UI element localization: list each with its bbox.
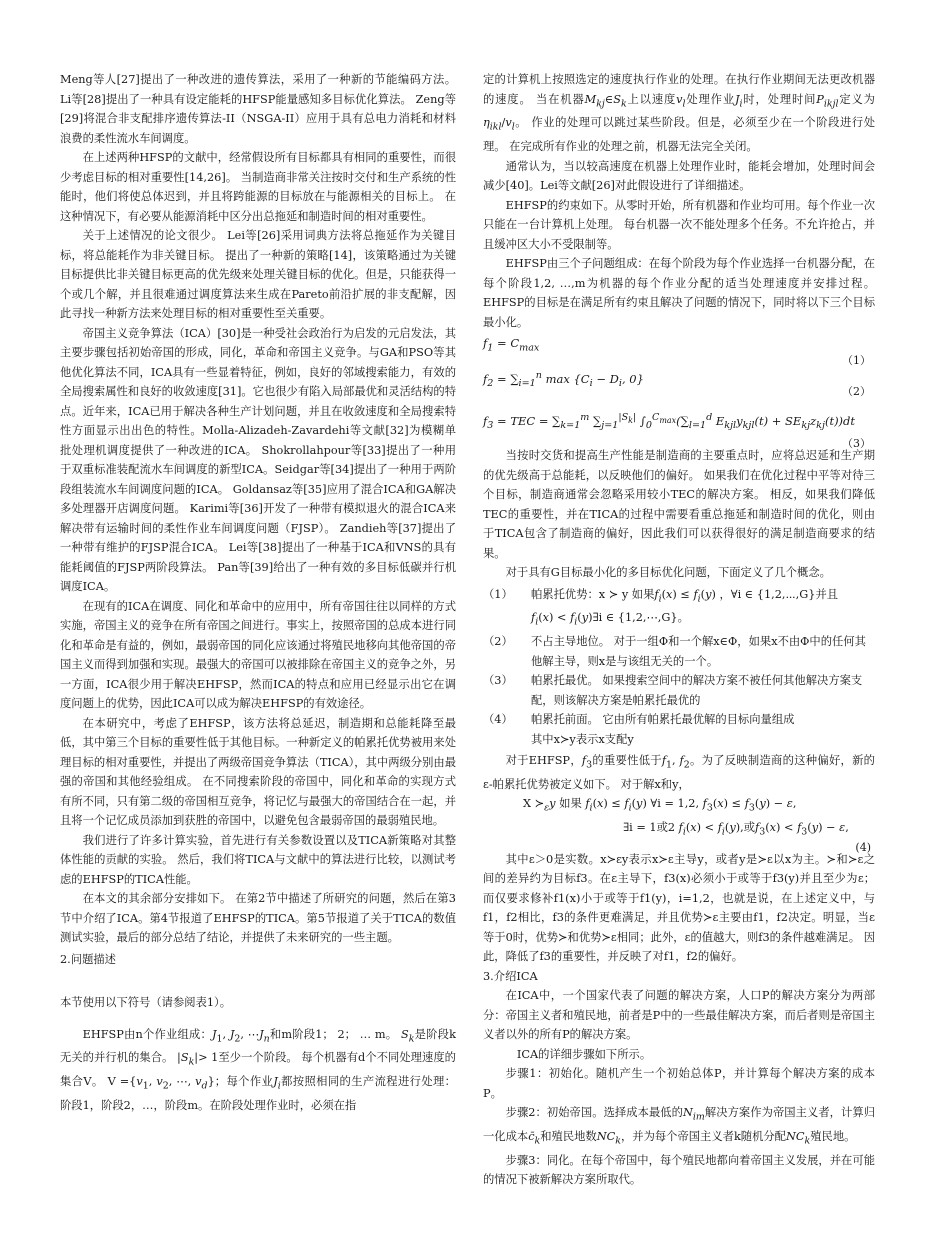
paragraph: 在上述两种HFSP的文献中，经常假设所有目标都具有相同的重要性，而很少考虑目标的相对重要性[14,26]。 当制造商非常关注按时交付和生产系统的性能时，他们将使总体迟到，并且将跨能源的目标放在与能源相关的目标上。 在这种情况下，有必要从能源消耗中区分出总拖延和制造时间的相对重要性。 — [60, 151, 456, 223]
paragraph: 对于具有G目标最小化的多目标优化问题，下面定义了几个概念。 — [505, 566, 831, 579]
paragraph: 在现有的ICA在调度、同化和革命中的应用中，所有帝国往往以同样的方式实施，帝国主义的竞争在所有帝国之间进行。事实上，按照帝国的总成本进行同化和革命是有益的，例如，最弱帝国的同化应该通过将殖民地移向其他帝国的帝国主义而得到加强和实现。最强大的帝国可以被排除在帝国主义的竞争之外，另一方面，ICA很少用于解决EHFSP，然而ICA的特点和应用已经显示出它在调度问题上的优势，因此ICA可以成为解决EHFSP的有效途径。 — [60, 599, 456, 710]
section-heading: 2.问题描述 — [60, 952, 116, 966]
left-column — [60, 70, 456, 1115]
paragraph: 步骤2：初始帝国。选择成本最低的$N_{im}$解决方案作为帝国主义者，计算归一化成本$c̄_k$和殖民地数$NC_k$，并为每个帝国主义者k随机分配$NC_k$殖民地。 — [483, 1106, 875, 1147]
paragraph: 对于EHFSP，$f_3$的重要性低于$f_1$, $f_2$。为了反映制造商的这种偏好，新的ε-帕累托优势被定义如下。 对于解x和y， — [483, 754, 875, 791]
paragraph: EHFSP的约束如下。从零时开始，所有机器和作业均可用。每个作业一次只能在一台计算机上处理。 每台机器一次不能处理多个任务。不允许抢占，并且缓冲区大小不受限制等。 — [483, 198, 875, 251]
paragraph: 关于上述情况的论文很少。 Lei等[26]采用词典方法将总拖延作为关键目标，将总能耗作为非关键目标。 提出了一种新的策略[14]，该策略通过为关键目标提供比非关键目标更高的优先级来处理关键目标的优化。但是，只能获得一个或几个解，并且很难通过调度算法来生成在Pareto前沿扩展的非支配解，因此寻找一种新方法来处理目标的相对重要性至关重要。 — [60, 229, 456, 320]
paragraph: 步骤3：同化。在每个帝国中，每个殖民地都向着帝国主义发展，并在可能的情况下被新解决方案所取代。 — [483, 1153, 875, 1187]
definition-item: （4） 帕累托前面。 它由所有帕累托最优解的目标向量组成 其中x≻y表示x支配y — [483, 713, 795, 746]
equation-3: $f_3$ = TEC = $\sum_{k=1}^m$ $\sum_{j=1}^{|S_k|}$ $\int_0^{C_{max}}(\sum_{l=1}^d$ $E_{kjl}y_{kjl}(t) + SE_{kj}z_{kj}(t))dt$ （3） — [483, 412, 871, 450]
paragraph: 我们进行了许多计算实验，首先进行有关参数设置以及TICA新策略对其整体性能的贡献的实验。 然后，我们将TICA与文献中的算法进行比较，以测试考虑的EHFSP的TICA性能。 — [60, 833, 456, 886]
section-heading: 3.介绍ICA — [483, 969, 538, 983]
definition-item: （2） 不占主导地位。 对于一组Φ和一个解x∈Φ，如果x不由Φ中的任何其他解主导，则x是与该组无关的一个。 — [483, 635, 866, 668]
paragraph: ICA的详细步骤如下所示。 — [516, 1047, 652, 1061]
paragraph: Meng等人[27]提出了一种改进的遗传算法，采用了一种新的节能编码方法。 Li等[28]提出了一种具有设定能耗的HFSP能量感知多目标优化算法。 Zeng等[29]将混合非支配排序遗传算法-II（NSGA-II）应用于具有总电力消耗和材料浪费的柔性流水车间调度。 — [60, 73, 456, 145]
paragraph: 定的计算机上按照选定的速度执行作业的处理。在执行作业期间无法更改机器的速度。 当在机器$M_{kj}\in S_k$上以速度$v_l$处理作业$J_i$时，处理时间$P_{ikjl}$定义为$\eta_{ikl}/v_l$。 作业的处理可以跳过某些阶段。但是，必须至少在一个阶段进行处理。 在完成所有作业的处理之前，机器无法完全关闭。 — [483, 73, 875, 153]
epsilon-dominance-condition: X $≻_\varepsilon y$ 如果 $f_i(x) \le f_i(y)$ ∀i = 1,2, $f_3(x) \le f_3(y) - \varepsilon$, ∃i = 1或2 $f_i(x) < f_i(y)$,或$f_3(x) < f_3(y) - \varepsilon$, (4) — [523, 797, 871, 855]
right-column — [483, 70, 875, 1190]
paragraph: 在本文的其余部分安排如下。 在第2节中描述了所研究的问题，然后在第3节中介绍了ICA。第4节报道了EHFSP的TICA。第5节报道了关于TICA的数值测试实验，最后的部分总结了结论，并提供了未来研究的一些主题。 — [60, 892, 456, 944]
paragraph: 通常认为，当以较高速度在机器上处理作业时，能耗会增加，处理时间会减少[40]。Lei等文献[26]对此假设进行了详细描述。 — [483, 159, 875, 192]
paragraph: EHFSP由n个作业组成：$J_1$, $J_2$, $\cdots J_n$和m阶段1； 2； … m。 $S_k$是阶段k无关的并行机的集合。 $|S_k|> 1$至少一个阶段。 每个机器有d个不同处理速度的集合V。 $V =\{v_1$, $v_2$, ⋯, $v_d$}；每个作业$J_i$都按照相同的生产流程进行处理：阶段1，阶段2，…，阶段m。在阶段处理作业时，必须在指 — [60, 1027, 456, 1112]
paragraph: 在ICA中，一个国家代表了问题的解决方案，人口P的解决方案分为两部分：帝国主义者和殖民地，前者是P中的一些最佳解决方案，而后者则是帝国主义者以外的所有P的解决方案。 — [483, 989, 875, 1042]
paragraph: 在本研究中，考虑了EHFSP，该方法将总延迟，制造期和总能耗降至最低，其中第三个目标的重要性低于其他目标。一种新定义的帕累托优势被用来处理目标的相对重要性，并提出了两级帝国竞争算法（TICA），其中两级分别由最强的帝国和其他经验组成。 在不同搜索阶段的帝国中，同化和革命的实现方式有所不同，只有第二级的帝国相互竞争，将记忆与最强大的帝国结合在一起，并且将一个记忆成员添加到获胜的帝国中，以避免包含最弱帝国的最弱殖民地。 — [60, 716, 456, 827]
paragraph: 其中ε＞0是实数。x≻εy表示x≻ε主导y，或者y是≻ε以x为主。≻和≻ε之间的差异约为目标f3。在ε主导下，f3(x)必须小于或等于f3(y)并且至少为ε；而仅要求修补f1(x)小于或等于f1(y)，i=1,2，也就是说，在上述定义中，与f1，f2相比，f3的条件更难满足，并且优势≻ε主要由f1，f2决定。明显，当ε等于0时，优势≻和优势≻ε相同；此外，ε的值越大，则f3的条件越难满足。 因此，降低了f3的重要性，并反映了对f1，f2的偏好。 — [483, 852, 875, 964]
definition-item: （1） 帕累托优势：x ≻ y 如果$f_i(x) \le f_i(y)$ ，∀i ∈ {1,2,⋯,G}并且 $f_i(x)$ < $f_i(y)\exists i$ ∈ {1,2,⋯,G}。 — [483, 587, 839, 628]
equation-1: $f_1 = C_{max}$ （1） — [483, 336, 871, 367]
paragraph: EHFSP由三个子问题组成：在每个阶段为每个作业选择一台机器分配，在每个阶段1,2, …,m为机器的每个作业分配的适当处理速度并安排过程。 EHFSP的目标是在满足所有约束且解决了问题的情况下，同时将以下三个目标最小化。 — [483, 257, 875, 329]
equation-2: $f_2 = \sum_{i=1}^n$ $\max \{C_i - D_i$, 0} （2） — [483, 370, 871, 398]
definition-list — [483, 585, 875, 750]
paragraph: 步骤1：初始化。随机产生一个初始总体P，并计算每个解决方案的成本P。 — [483, 1067, 875, 1100]
paragraph: 帝国主义竞争算法（ICA）[30]是一种受社会政治行为启发的元启发法，其主要步骤包括初始帝国的形成，同化，革命和帝国主义竞争。与GA和PSO等其他优化算法不同，ICA具有一些显着特征，例如，良好的邻域搜索能力，有效的全局搜索属性和良好的收敛速度[31]。它也很少有陷入局部最优和灵活结构的特点。近年来，ICA已用于解决各种生产计划问题，并且在收敛速度和全局搜索特性方面显示出出色的特性。Molla-Alizadeh-Zavardehi等文献[32]为模糊单批处理机调度提供了一种改进的ICA。 Shokrollahpour等[33]提出了一种用于双重标准装配流水车间调度的新型ICA。Seidgar等[34]提出了一种用于两阶段组装流水车间调度问题的ICA。 Goldansaz等[35]应用了混合ICA和GA解决多处理器开店调度问题。 Karimi等[36]开发了一种带有模拟退火的混合ICA来解决带有运输时间的柔性作业车间调度问题（FJSP）。 Zandieh等[37]提出了一种带有维护的FJSP混合ICA。 Lei等[38]提出了一种基于ICA和VNS的具有能耗阈值的FJSP两阶段算法。 Pan等[39]给出了一种有效的多目标低碳并行机调度ICA。 — [60, 326, 456, 593]
paragraph: 当按时交货和提高生产性能是制造商的主要重点时，应将总迟延和生产期的优先级高于总能耗，以反映他们的偏好。 如果我们在优化过程中平等对待三个目标，制造商通常会忽略采用较小TEC的解决方案。 相反，如果我们降低TEC的重要性，并在TICA的过程中需要看重总拖延和制造时间的优化，则由于TICA包含了制造商的偏好，因此我们可以获得很好的满足制造商要求的结果。 — [483, 449, 875, 560]
definition-item: （3） 帕累托最优。 如果搜索空间中的解决方案不被任何其他解决方案支配，则该解决方案是帕累托最优的 — [483, 674, 863, 707]
paragraph: 本节使用以下符号（请参阅表1）。 — [60, 996, 231, 1009]
